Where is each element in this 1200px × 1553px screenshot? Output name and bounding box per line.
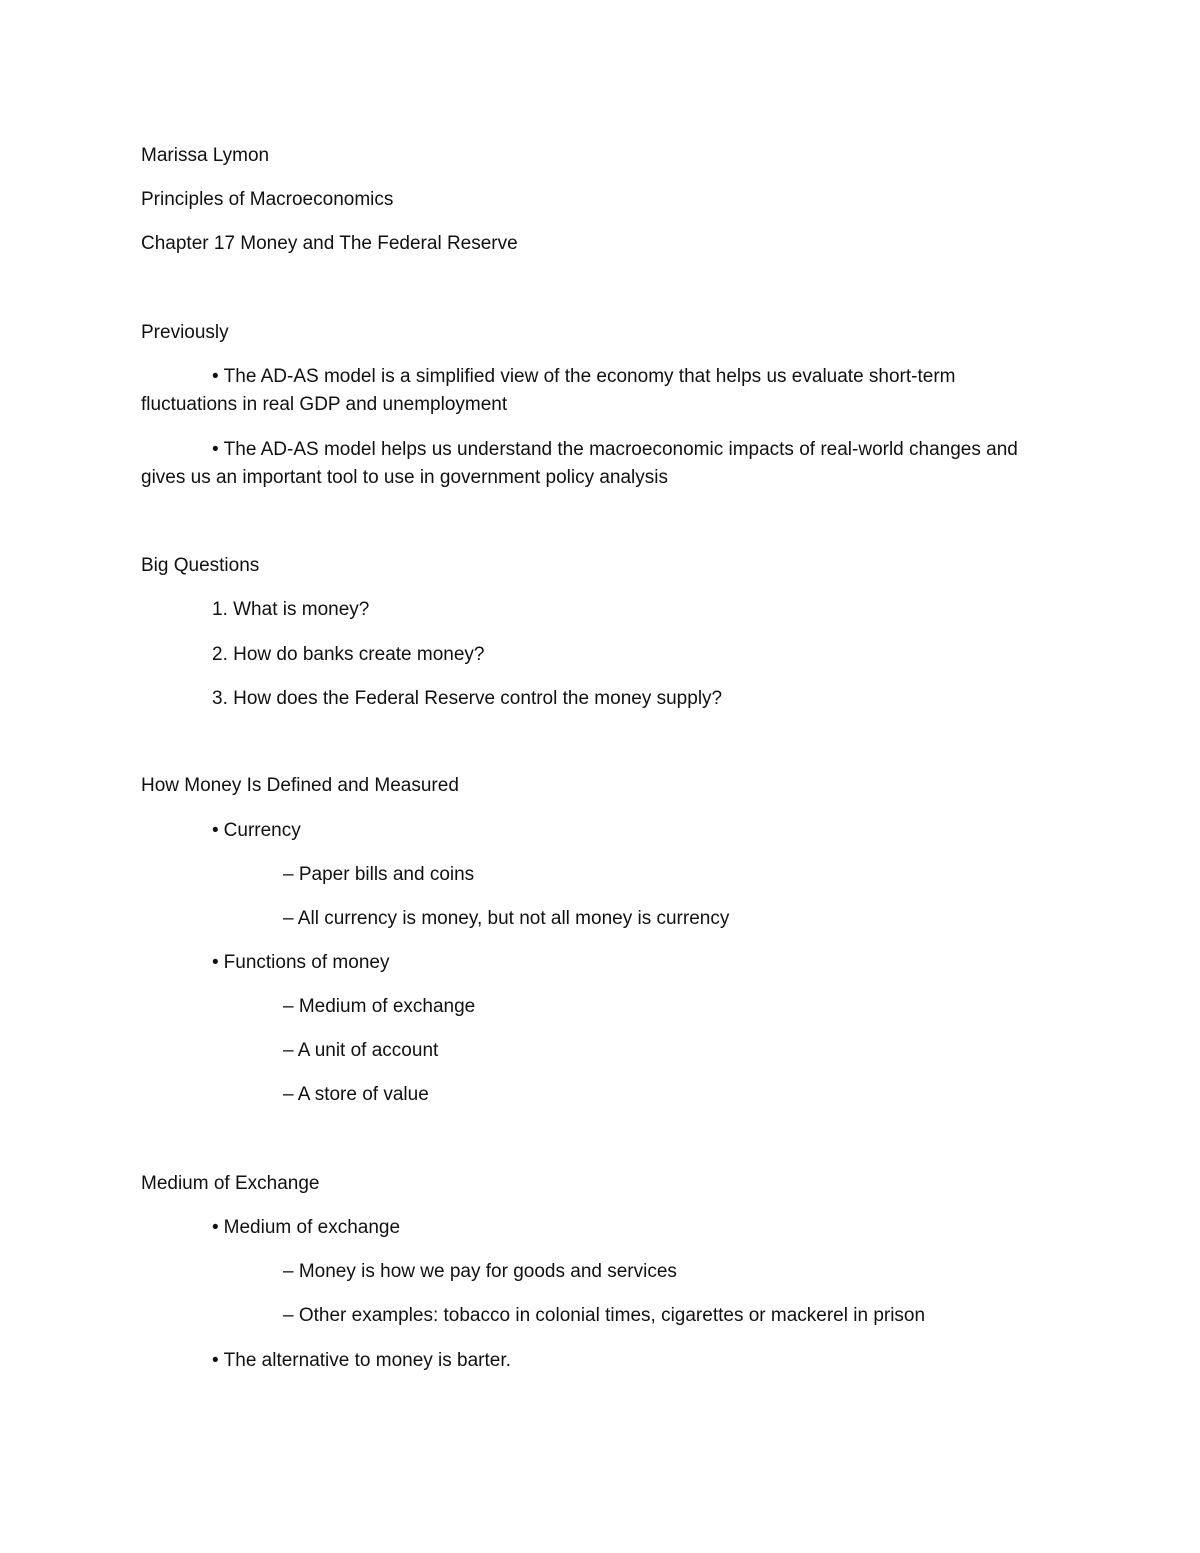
functions-subitem-2: – A unit of account — [283, 1040, 439, 1061]
bullet-glyph: • — [212, 1217, 219, 1238]
currency-subitem-2: – All currency is money, but not all money is currency — [283, 908, 730, 929]
functions-subitem-3: – A store of value — [283, 1084, 429, 1105]
previously-item-1 — [212, 365, 956, 389]
previously-item-1-line-1: The AD-AS model is a simplified view of the economy that helps us evaluate short-term — [223, 366, 956, 387]
big-question-2: 2. How do banks create money? — [212, 644, 485, 665]
previously-item-2-line-2: gives us an important tool to use in government policy analysis — [141, 467, 668, 488]
big-question-1: 1. What is money? — [212, 599, 370, 620]
bullet-glyph: • — [212, 820, 219, 841]
bullet-glyph: • — [212, 1350, 219, 1371]
bullet-glyph: • — [212, 439, 219, 460]
previously-item-2-line-1: The AD-AS model helps us understand the macroeconomic impacts of real-world changes and — [223, 439, 1018, 460]
medium-item-1-label: Medium of exchange — [223, 1217, 401, 1238]
medium-item-2-label: The alternative to money is barter. — [223, 1350, 511, 1371]
medium-item-1 — [212, 1216, 400, 1240]
functions-item — [212, 951, 389, 975]
currency-subitem-1: – Paper bills and coins — [283, 864, 475, 885]
course-title: Principles of Macroeconomics — [141, 189, 394, 210]
medium-subitem-2: – Other examples: tobacco in colonial times, cigarettes or mackerel in prison — [283, 1305, 926, 1326]
medium-subitem-1: – Money is how we pay for goods and services — [283, 1261, 677, 1282]
author-name: Marissa Lymon — [141, 145, 270, 166]
big-questions-heading: Big Questions — [141, 555, 260, 576]
big-question-3: 3. How does the Federal Reserve control the money supply? — [212, 688, 723, 709]
previously-heading: Previously — [141, 322, 229, 343]
medium-of-exchange-heading: Medium of Exchange — [141, 1173, 320, 1194]
previously-item-1-line-2: fluctuations in real GDP and unemployment — [141, 394, 508, 415]
money-defined-heading: How Money Is Defined and Measured — [141, 775, 459, 796]
medium-item-2 — [212, 1349, 511, 1373]
currency-label: Currency — [223, 820, 301, 841]
bullet-glyph: • — [212, 366, 219, 387]
bullet-glyph: • — [212, 952, 219, 973]
previously-item-2 — [212, 438, 1018, 462]
currency-item — [212, 819, 301, 843]
functions-subitem-1: – Medium of exchange — [283, 996, 476, 1017]
chapter-title: Chapter 17 Money and The Federal Reserve — [141, 233, 518, 254]
functions-label: Functions of money — [223, 952, 390, 973]
